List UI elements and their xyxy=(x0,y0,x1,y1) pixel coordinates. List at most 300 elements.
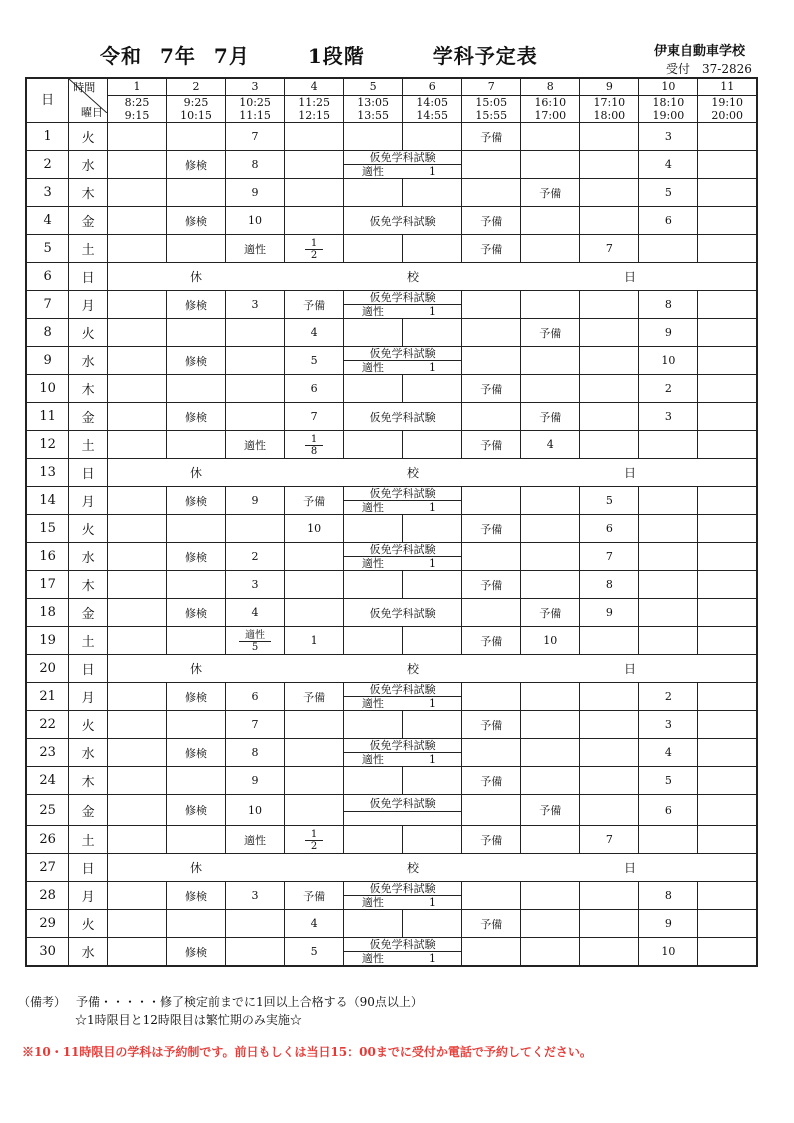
period-time xyxy=(107,96,166,123)
exam-label: 仮免学科試験 xyxy=(369,347,436,360)
day-of-week: 月 xyxy=(69,683,108,711)
schedule-cell xyxy=(285,543,344,571)
table-row xyxy=(26,459,757,487)
exam-cell: 仮免学科試験 xyxy=(344,599,462,627)
schedule-cell xyxy=(698,375,757,403)
schedule-cell xyxy=(344,431,403,459)
day-of-week: 火 xyxy=(69,910,108,938)
schedule-cell: 10 xyxy=(226,207,285,235)
schedule-cell xyxy=(639,431,698,459)
day-number: 25 xyxy=(26,795,69,826)
schedule-cell xyxy=(107,882,166,910)
schedule-cell xyxy=(521,487,580,515)
table-row xyxy=(26,347,757,375)
schedule-cell xyxy=(698,910,757,938)
schedule-cell xyxy=(521,291,580,319)
title-stage: 1段階 xyxy=(307,44,365,68)
schedule-cell xyxy=(698,683,757,711)
schedule-cell xyxy=(580,291,639,319)
exam-cell xyxy=(344,291,462,319)
schedule-cell xyxy=(166,571,225,599)
aptitude-label: 適性 xyxy=(361,896,384,909)
day-of-week: 日 xyxy=(69,655,108,683)
schedule-cell xyxy=(107,319,166,347)
schedule-cell xyxy=(580,711,639,739)
exam-label: 仮免学科試験 xyxy=(369,291,436,304)
schedule-cell xyxy=(698,123,757,151)
schedule-cell xyxy=(226,627,285,655)
schedule-cell: 修検 xyxy=(166,403,225,431)
schedule-cell: 修検 xyxy=(166,543,225,571)
period-time xyxy=(521,96,580,123)
schedule-cell xyxy=(107,375,166,403)
schedule-cell xyxy=(403,235,462,263)
schedule-cell xyxy=(285,571,344,599)
table-row xyxy=(26,431,757,459)
aptitude-label: 適性 xyxy=(361,952,384,965)
table-row xyxy=(26,235,757,263)
schedule-cell: 9 xyxy=(226,487,285,515)
holiday-cell: 休 校 日 xyxy=(107,854,757,882)
schedule-cell: 8 xyxy=(580,571,639,599)
schedule-cell xyxy=(107,599,166,627)
day-number: 4 xyxy=(26,207,69,235)
schedule-cell xyxy=(107,235,166,263)
period-start: 10:25 xyxy=(239,96,271,109)
period-end: 12:15 xyxy=(298,109,330,122)
day-number: 15 xyxy=(26,515,69,543)
schedule-cell xyxy=(107,207,166,235)
exam-cell xyxy=(344,487,462,515)
period-time xyxy=(639,96,698,123)
schedule-cell: 修検 xyxy=(166,739,225,767)
day-number: 18 xyxy=(26,599,69,627)
schedule-cell xyxy=(521,235,580,263)
table-row xyxy=(26,487,757,515)
period-end: 17:00 xyxy=(534,109,567,122)
schedule-cell: 9 xyxy=(639,910,698,938)
schedule-cell xyxy=(698,515,757,543)
schedule-cell xyxy=(521,938,580,967)
exam-label: 仮免学科試験 xyxy=(369,882,436,895)
schedule-cell xyxy=(580,375,639,403)
schedule-cell: 5 xyxy=(285,347,344,375)
period-end: 9:15 xyxy=(124,109,150,122)
school-name: 伊東自動車学校 xyxy=(654,44,746,59)
aptitude-label: 適性 xyxy=(361,361,384,374)
day-number: 28 xyxy=(26,882,69,910)
exam-label: 仮免学科試験 xyxy=(369,938,436,951)
schedule-cell: 4 xyxy=(521,431,580,459)
day-of-week: 火 xyxy=(69,319,108,347)
schedule-cell: 予備 xyxy=(462,711,521,739)
table-row xyxy=(26,826,757,854)
schedule-cell: 5 xyxy=(285,938,344,967)
day-number: 1 xyxy=(26,123,69,151)
day-of-week: 金 xyxy=(69,403,108,431)
period-number: 3 xyxy=(226,78,285,96)
day-number: 3 xyxy=(26,179,69,207)
day-number: 5 xyxy=(26,235,69,263)
reception-phone: 受付 37-2826 xyxy=(666,62,752,76)
table-row xyxy=(26,910,757,938)
schedule-cell xyxy=(403,826,462,854)
schedule-cell: 6 xyxy=(285,375,344,403)
schedule-cell xyxy=(107,795,166,826)
schedule-cell: 予備 xyxy=(285,683,344,711)
schedule-cell: 4 xyxy=(639,151,698,179)
day-of-week: 土 xyxy=(69,826,108,854)
day-number: 27 xyxy=(26,854,69,882)
schedule-cell xyxy=(521,826,580,854)
period-end: 18:00 xyxy=(593,109,626,122)
schedule-cell xyxy=(226,319,285,347)
period-number: 10 xyxy=(639,78,698,96)
aptitude-count: 1 xyxy=(428,697,436,710)
schedule-cell xyxy=(698,235,757,263)
schedule-cell xyxy=(462,683,521,711)
header-row-periods xyxy=(26,78,757,96)
schedule-cell xyxy=(639,235,698,263)
schedule-cell xyxy=(521,739,580,767)
period-start: 19:10 xyxy=(711,96,744,109)
schedule-cell xyxy=(580,739,639,767)
period-time xyxy=(698,96,757,123)
day-of-week: 日 xyxy=(69,459,108,487)
schedule-cell: 修検 xyxy=(166,291,225,319)
schedule-cell xyxy=(107,767,166,795)
period-number: 6 xyxy=(403,78,462,96)
period-number: 11 xyxy=(698,78,757,96)
schedule-cell: 2 xyxy=(639,683,698,711)
schedule-cell: 10 xyxy=(285,515,344,543)
period-number: 5 xyxy=(344,78,403,96)
schedule-cell xyxy=(403,627,462,655)
aptitude-label: 適性 xyxy=(361,165,384,178)
schedule-cell xyxy=(698,291,757,319)
exam-cell xyxy=(344,151,462,179)
schedule-cell xyxy=(698,767,757,795)
schedule-cell xyxy=(521,711,580,739)
schedule-cell xyxy=(285,151,344,179)
schedule-cell xyxy=(580,795,639,826)
schedule-table xyxy=(25,77,758,967)
schedule-cell xyxy=(639,515,698,543)
schedule-cell: 適性 xyxy=(226,235,285,263)
schedule-cell xyxy=(698,938,757,967)
schedule-cell xyxy=(462,739,521,767)
table-row xyxy=(26,795,757,826)
table-row xyxy=(26,627,757,655)
period-start: 16:10 xyxy=(534,96,567,109)
schedule-cell: 予備 xyxy=(285,291,344,319)
schedule-cell xyxy=(344,767,403,795)
day-of-week: 月 xyxy=(69,487,108,515)
schedule-cell xyxy=(698,627,757,655)
schedule-cell xyxy=(580,179,639,207)
schedule-cell: 予備 xyxy=(521,599,580,627)
table-row xyxy=(26,854,757,882)
schedule-cell xyxy=(166,910,225,938)
aptitude-label: 適性 xyxy=(361,557,384,570)
schedule-cell: 予備 xyxy=(462,767,521,795)
schedule-cell xyxy=(166,319,225,347)
schedule-cell: 9 xyxy=(226,767,285,795)
schedule-cell xyxy=(580,683,639,711)
schedule-cell xyxy=(403,767,462,795)
schedule-cell xyxy=(344,910,403,938)
schedule-cell xyxy=(166,123,225,151)
schedule-cell xyxy=(166,235,225,263)
schedule-cell: 予備 xyxy=(462,627,521,655)
fraction: $\frac{1}{8}$ xyxy=(305,434,323,457)
schedule-cell: 3 xyxy=(226,882,285,910)
day-of-week: 水 xyxy=(69,151,108,179)
schedule-cell: 予備 xyxy=(521,795,580,826)
schedule-cell: 9 xyxy=(639,319,698,347)
day-number: 24 xyxy=(26,767,69,795)
schedule-cell: 修検 xyxy=(166,795,225,826)
schedule-cell xyxy=(107,179,166,207)
period-start: 8:25 xyxy=(124,96,150,109)
period-number: 8 xyxy=(521,78,580,96)
schedule-cell xyxy=(107,431,166,459)
period-time xyxy=(462,96,521,123)
aptitude-count: 1 xyxy=(428,501,436,514)
schedule-cell xyxy=(521,375,580,403)
table-row xyxy=(26,711,757,739)
notes xyxy=(18,993,423,1029)
title-month: 7月 xyxy=(213,44,250,68)
schedule-cell: 3 xyxy=(639,123,698,151)
schedule-cell: 予備 xyxy=(285,487,344,515)
schedule-cell: 予備 xyxy=(521,179,580,207)
schedule-cell xyxy=(107,683,166,711)
schedule-cell: 修検 xyxy=(166,938,225,967)
schedule-cell xyxy=(698,795,757,826)
schedule-cell xyxy=(698,739,757,767)
schedule-cell xyxy=(698,403,757,431)
schedule-cell: 7 xyxy=(285,403,344,431)
schedule-cell xyxy=(403,431,462,459)
aptitude-label: 適性 xyxy=(361,501,384,514)
schedule-cell: 7 xyxy=(580,826,639,854)
schedule-cell xyxy=(285,123,344,151)
schedule-cell: 4 xyxy=(639,739,698,767)
day-number: 16 xyxy=(26,543,69,571)
exam-label: 仮免学科試験 xyxy=(369,151,436,164)
day-of-week: 火 xyxy=(69,123,108,151)
notes-line2: ☆1時限目と12時限目は繁忙期のみ実施☆ xyxy=(75,1013,302,1027)
schedule-cell: 3 xyxy=(639,711,698,739)
day-of-week: 木 xyxy=(69,767,108,795)
schedule-cell xyxy=(462,319,521,347)
schedule-cell: 2 xyxy=(639,375,698,403)
schedule-cell xyxy=(344,826,403,854)
schedule-cell: 10 xyxy=(521,627,580,655)
table-row xyxy=(26,599,757,627)
notes-label: （備考） xyxy=(18,995,67,1009)
period-start: 17:10 xyxy=(593,96,626,109)
header-day: 日 xyxy=(26,78,69,123)
table-row xyxy=(26,319,757,347)
schedule-cell xyxy=(107,739,166,767)
schedule-cell xyxy=(462,179,521,207)
schedule-cell xyxy=(285,795,344,826)
exam-label: 仮免学科試験 xyxy=(369,543,436,556)
schedule-cell xyxy=(462,795,521,826)
day-number: 12 xyxy=(26,431,69,459)
aptitude-count: 1 xyxy=(428,361,436,374)
schedule-cell xyxy=(107,571,166,599)
schedule-cell xyxy=(639,543,698,571)
day-number: 14 xyxy=(26,487,69,515)
schedule-cell xyxy=(344,319,403,347)
exam-cell xyxy=(344,347,462,375)
schedule-cell xyxy=(107,627,166,655)
day-of-week: 木 xyxy=(69,179,108,207)
aptitude-count: 1 xyxy=(428,896,436,909)
schedule-cell xyxy=(462,543,521,571)
schedule-cell xyxy=(403,515,462,543)
schedule-cell xyxy=(403,179,462,207)
schedule-cell xyxy=(403,319,462,347)
schedule-cell: 予備 xyxy=(462,910,521,938)
schedule-cell xyxy=(698,882,757,910)
aptitude-count: 1 xyxy=(428,305,436,318)
fraction: $\frac{\text{適性}}{5}$ xyxy=(239,630,271,653)
schedule-cell: 予備 xyxy=(462,826,521,854)
day-of-week: 木 xyxy=(69,571,108,599)
schedule-cell xyxy=(580,123,639,151)
period-number: 9 xyxy=(580,78,639,96)
table-row xyxy=(26,403,757,431)
schedule-cell xyxy=(107,151,166,179)
reservation-warning: ※10・11時限目の学科は予約制です。前日もしくは当日15：00までに受付か電話で予約してください。 xyxy=(22,1045,592,1059)
schedule-cell xyxy=(639,487,698,515)
schedule-cell xyxy=(166,431,225,459)
table-row xyxy=(26,739,757,767)
schedule-cell: 修検 xyxy=(166,347,225,375)
schedule-cell xyxy=(344,711,403,739)
header-time-label: 時間 xyxy=(73,81,96,94)
schedule-cell: 予備 xyxy=(521,403,580,431)
period-time xyxy=(285,96,344,123)
schedule-cell xyxy=(462,487,521,515)
schedule-cell xyxy=(166,375,225,403)
header-row-times xyxy=(26,96,757,123)
schedule-cell xyxy=(698,319,757,347)
aptitude-label: 適性 xyxy=(361,753,384,766)
period-time xyxy=(344,96,403,123)
day-of-week: 火 xyxy=(69,711,108,739)
schedule-cell: 予備 xyxy=(521,319,580,347)
schedule-cell xyxy=(107,347,166,375)
schedule-cell: 5 xyxy=(580,487,639,515)
period-time xyxy=(403,96,462,123)
schedule-cell xyxy=(580,207,639,235)
schedule-cell: 修検 xyxy=(166,487,225,515)
day-of-week: 水 xyxy=(69,347,108,375)
schedule-cell xyxy=(698,179,757,207)
schedule-cell xyxy=(698,347,757,375)
schedule-cell xyxy=(521,767,580,795)
exam-label: 仮免学科試験 xyxy=(369,487,436,500)
schedule-cell xyxy=(698,599,757,627)
schedule-cell xyxy=(403,375,462,403)
schedule-cell xyxy=(226,938,285,967)
day-number: 19 xyxy=(26,627,69,655)
exam-cell xyxy=(344,882,462,910)
period-start: 11:25 xyxy=(298,96,330,109)
schedule-cell xyxy=(580,431,639,459)
period-start: 18:10 xyxy=(652,96,685,109)
day-number: 11 xyxy=(26,403,69,431)
day-number: 13 xyxy=(26,459,69,487)
schedule-cell: 予備 xyxy=(462,123,521,151)
schedule-cell: 修検 xyxy=(166,151,225,179)
schedule-cell: 1 xyxy=(285,627,344,655)
schedule-cell xyxy=(580,882,639,910)
schedule-cell xyxy=(403,910,462,938)
schedule-cell xyxy=(462,403,521,431)
schedule-cell: 8 xyxy=(226,739,285,767)
holiday-cell: 休 校 日 xyxy=(107,263,757,291)
schedule-cell xyxy=(521,683,580,711)
day-number: 23 xyxy=(26,739,69,767)
schedule-cell: 予備 xyxy=(462,375,521,403)
period-end: 14:55 xyxy=(416,109,449,122)
title-schedule: 学科予定表 xyxy=(432,44,538,68)
aptitude-count: 1 xyxy=(428,952,436,965)
schedule-cell: 適性 xyxy=(226,826,285,854)
exam-label: 仮免学科試験 xyxy=(344,795,461,812)
schedule-cell xyxy=(285,711,344,739)
day-of-week: 金 xyxy=(69,795,108,826)
schedule-cell xyxy=(639,627,698,655)
holiday-cell: 休 校 日 xyxy=(107,655,757,683)
schedule-cell xyxy=(698,431,757,459)
table-row xyxy=(26,375,757,403)
day-of-week: 金 xyxy=(69,599,108,627)
schedule-cell xyxy=(521,151,580,179)
period-time xyxy=(580,96,639,123)
aptitude-label: 適性 xyxy=(361,305,384,318)
day-of-week: 日 xyxy=(69,854,108,882)
schedule-cell: 3 xyxy=(226,291,285,319)
schedule-cell: 8 xyxy=(226,151,285,179)
day-number: 8 xyxy=(26,319,69,347)
schedule-cell xyxy=(521,543,580,571)
table-row xyxy=(26,767,757,795)
schedule-cell xyxy=(698,826,757,854)
period-start: 14:05 xyxy=(416,96,449,109)
aptitude-count: 1 xyxy=(428,165,436,178)
schedule-cell xyxy=(285,235,344,263)
schedule-cell xyxy=(698,711,757,739)
exam-cell: 仮免学科試験 xyxy=(344,403,462,431)
table-row xyxy=(26,151,757,179)
schedule-cell xyxy=(521,882,580,910)
schedule-cell xyxy=(226,403,285,431)
schedule-cell xyxy=(285,826,344,854)
schedule-cell xyxy=(285,179,344,207)
schedule-cell xyxy=(166,711,225,739)
period-end: 13:55 xyxy=(357,109,389,122)
schedule-cell: 2 xyxy=(226,543,285,571)
schedule-cell: 6 xyxy=(639,795,698,826)
day-of-week: 土 xyxy=(69,627,108,655)
